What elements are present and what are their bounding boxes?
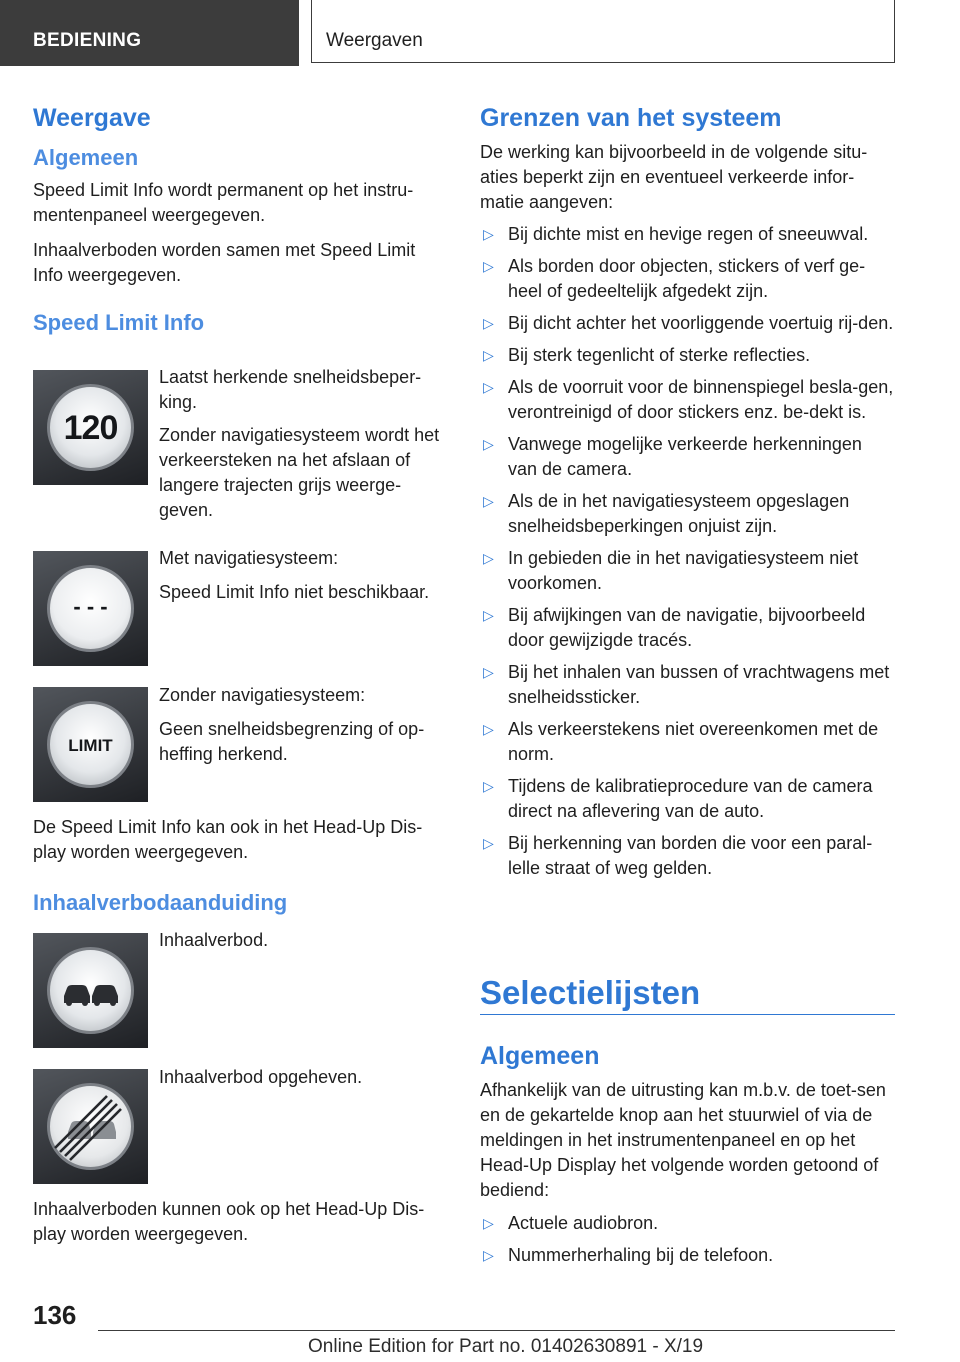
- sign-2-text-2: Speed Limit Info niet beschikbaar.: [159, 582, 430, 602]
- sign-3-text-1: Zonder navigatiesysteem:: [159, 685, 366, 705]
- heading-weergave: Weergave: [33, 104, 151, 132]
- sign-1-text-1: Laatst herkende snelheidsbeper-king.: [159, 367, 422, 412]
- no-info-sign-icon: [33, 551, 148, 666]
- list-item: ▷ Als de in het navigatiesysteem opgeslagen snelheidsbeperkingen onjuist zijn.: [483, 491, 850, 536]
- list-item: ▷ Als de voorruit voor de binnenspiegel besla-gen, verontreinigd of door stickers enz. be-dekt is.: [483, 377, 894, 422]
- limits-list: [480, 222, 895, 881]
- heading-inhaalverbodaanduiding: Inhaalverbodaanduiding: [33, 890, 288, 915]
- crossed-cars-icon: [50, 1086, 131, 1167]
- list-item: ▷ Vanwege mogelijke verkeerde herkenningen van de camera.: [483, 434, 862, 479]
- list-item: ▷ Bij dicht achter het voorliggende voertuig rij-den.: [480, 311, 895, 336]
- paragraph-hud: De Speed Limit Info kan ook in het Head-Up Dis-play worden weergegeven.: [33, 817, 423, 862]
- paragraph-selectie: Afhankelijk van de uitrusting kan m.b.v. de toet-sen en de gekartelde knop aan het stuurwiel of via de meldingen in het instrumentenpaneel en op het Head-Up Display het volgende worden getoond of bediend:: [480, 1080, 886, 1200]
- bullet-arrow-icon: ▷: [483, 607, 494, 623]
- list-item: ▷ Tijdens de kalibratieprocedure van de camera direct na aflevering van de auto.: [483, 776, 873, 821]
- bullet-arrow-icon: ▷: [483, 664, 494, 680]
- bullet-arrow-icon: ▷: [483, 226, 494, 242]
- paragraph-intro-1: Speed Limit Info wordt permanent op het instru-mentenpaneel weergegeven.: [33, 180, 414, 225]
- chapter-title: Weergaven: [326, 30, 423, 51]
- bullet-arrow-icon: ▷: [483, 721, 494, 737]
- sign-limit-label: LIMIT: [68, 736, 113, 755]
- left-column: [33, 100, 447, 336]
- limit-sign-icon: [33, 687, 148, 802]
- right-column: [480, 100, 895, 881]
- list-item: ▷ Als borden door objecten, stickers of verf ge-heel of gedeeltelijk afgedekt zijn.: [483, 256, 866, 301]
- list-item: ▷ Bij afwijkingen van de navigatie, bijvoorbeeld door gewijzigde tracés.: [483, 605, 866, 650]
- sign-dashes-label: - - -: [73, 594, 108, 619]
- chapter-tab: [311, 0, 895, 63]
- heading-selectielijsten: Selectielijsten: [480, 974, 701, 1011]
- bullet-arrow-icon: ▷: [483, 436, 494, 452]
- bullet-arrow-icon: ▷: [483, 347, 494, 363]
- sign-3-text-2: Geen snelheidsbegrenzing of op-heffing herkend.: [159, 719, 425, 764]
- bullet-arrow-icon: ▷: [483, 778, 494, 794]
- bullet-arrow-icon: ▷: [483, 835, 494, 851]
- section-divider: [480, 1014, 895, 1015]
- bullet-arrow-icon: ▷: [483, 379, 494, 395]
- bullet-arrow-icon: ▷: [483, 550, 494, 566]
- section-tab: [0, 0, 299, 66]
- section-title: BEDIENING: [33, 30, 142, 51]
- heading-speed-limit-info: Speed Limit Info: [33, 310, 205, 335]
- bullet-arrow-icon: ▷: [483, 493, 494, 509]
- end-no-overtaking-sign-icon: [33, 1069, 148, 1184]
- heading-algemeen-right: Algemeen: [480, 1042, 600, 1070]
- paragraph-intro-2: Inhaalverboden worden samen met Speed Limit Info weergegeven.: [33, 240, 416, 285]
- sign-2-text-1: Met navigatiesysteem:: [159, 548, 339, 568]
- list-item: ▷ Nummerherhaling bij de telefoon.: [480, 1243, 895, 1268]
- list-item: ▷ Bij dichte mist en hevige regen of sneeuwval.: [480, 222, 895, 247]
- heading-algemeen: Algemeen: [33, 145, 139, 170]
- list-item: ▷ In gebieden die in het navigatiesysteem niet voorkomen.: [483, 548, 859, 593]
- heading-grenzen: Grenzen van het systeem: [480, 104, 782, 132]
- sign-1-text-2: Zonder navigatiesysteem wordt het verkeersteken na het afslaan of langere trajecten grijs weerge-geven.: [159, 425, 440, 520]
- bullet-arrow-icon: ▷: [483, 1215, 494, 1231]
- sign-4-text: Inhaalverbod.: [159, 930, 269, 950]
- no-overtaking-sign-icon: [33, 933, 148, 1048]
- list-item: ▷ Actuele audiobron.: [480, 1211, 895, 1236]
- paragraph-hud-2: Inhaalverboden kunnen ook op het Head-Up Dis-play worden weergegeven.: [33, 1199, 425, 1244]
- bullet-arrow-icon: ▷: [483, 258, 494, 274]
- list-item: ▷ Bij het inhalen van bussen of vrachtwagens met snelheidssticker.: [483, 662, 890, 707]
- sign-120-label: 120: [63, 409, 118, 447]
- edition-note: Online Edition for Part no. 01402630891 - X/19: [308, 1336, 704, 1357]
- selection-list: [480, 1211, 895, 1268]
- page-number: 136: [33, 1300, 77, 1330]
- list-item: ▷ Bij sterk tegenlicht of sterke reflecties.: [480, 343, 895, 368]
- paragraph-grenzen-intro: De werking kan bijvoorbeeld in de volgende situ-aties beperkt zijn en eventueel verkeerde infor-matie aangeven:: [480, 142, 868, 212]
- list-item: ▷ Bij herkenning van borden die voor een paral-lelle straat of weg gelden.: [483, 833, 873, 878]
- bullet-arrow-icon: ▷: [483, 1247, 494, 1263]
- bullet-arrow-icon: ▷: [483, 315, 494, 331]
- sign-5-text: Inhaalverbod opgeheven.: [159, 1067, 363, 1087]
- two-cars-icon: [50, 950, 131, 1031]
- footer-divider: [98, 1330, 895, 1331]
- speed-limit-120-sign-icon: [33, 370, 148, 485]
- list-item: ▷ Als verkeerstekens niet overeenkomen met de norm.: [483, 719, 879, 764]
